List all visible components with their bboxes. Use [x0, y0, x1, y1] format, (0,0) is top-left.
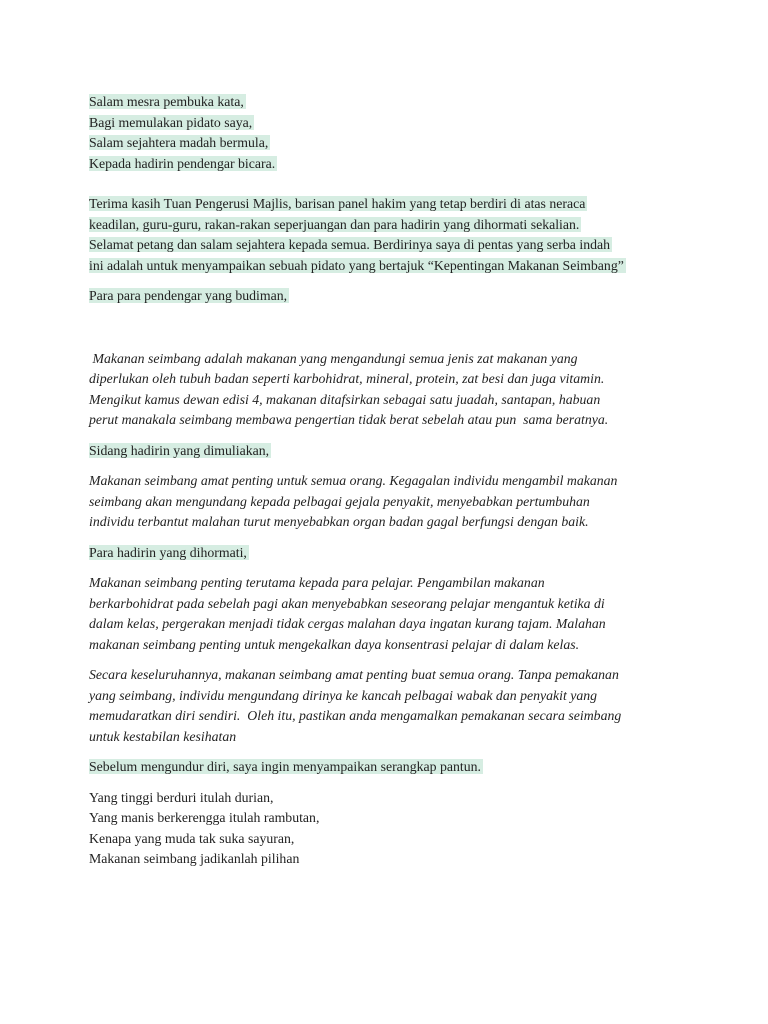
opening-pantun: [89, 92, 689, 174]
paragraph-line: untuk kestabilan kesihatan: [89, 728, 237, 744]
document-page: [89, 92, 689, 870]
greeting-line: Selamat petang dan salam sejahtera kepada semua. Berdirinya saya di pentas yang serba indah: [89, 237, 611, 252]
paragraph-line: memudaratkan diri sendiri. Oleh itu, pastikan anda mengamalkan pemakanan secara seimbang: [89, 708, 622, 723]
greeting-line: ini adalah untuk menyampaikan sebuah pidato yang bertajuk “Kepentingan Makanan Seimbang”: [89, 257, 624, 273]
paragraph-line: Makanan seimbang amat penting untuk semua orang. Kegagalan individu mengambil makanan: [89, 473, 618, 488]
closing-pantun-line: Yang manis berkerengga itulah rambutan,: [89, 810, 320, 825]
opening-pantun-line: Salam mesra pembuka kata,: [89, 94, 244, 109]
closing-pantun-line: Yang tinggi berduri itulah durian,: [89, 789, 274, 805]
paragraph-line: Secara keseluruhannya, makanan seimbang amat penting buat semua orang. Tanpa pemakanan: [89, 667, 619, 682]
address-line: Para hadirin yang dihormati,: [89, 544, 247, 560]
paragraph-line: diperlukan oleh tubuh badan seperti karbohidrat, mineral, protein, zat besi dan juga vitamin.: [89, 371, 605, 386]
address-1: [89, 286, 689, 307]
paragraph-definition: [89, 349, 689, 431]
address-3: [89, 543, 689, 564]
paragraph-line: perut manakala seimbang membawa pengertian tidak berat sebelah atau pun sama beratnya.: [89, 412, 609, 427]
paragraph-line: Makanan seimbang penting terutama kepada para pelajar. Pengambilan makanan: [89, 575, 545, 590]
paragraph-line: berkarbohidrat pada sebelah pagi akan menyebabkan seseorang pelajar mengantuk ketika di: [89, 595, 605, 611]
greeting-line: Terima kasih Tuan Pengerusi Majlis, barisan panel hakim yang tetap berdiri di atas neraca: [89, 196, 586, 211]
paragraph-line: individu terbantut malahan turut menyebabkan organ badan gagal berfungsi dengan baik.: [89, 514, 589, 529]
paragraph-students: [89, 573, 689, 655]
paragraph-line: yang seimbang, individu mengundang dirinya ke kancah pelbagai wabak dan penyakit yang: [89, 687, 598, 703]
opening-pantun-line: Bagi memulakan pidato saya,: [89, 114, 253, 130]
opening-pantun-line: Salam sejahtera madah bermula,: [89, 135, 269, 150]
paragraph-line: seimbang akan mengundang kepada pelbagai gejala penyakit, menyebabkan pertumbuhan: [89, 493, 590, 509]
paragraph-line: Mengikut kamus dewan edisi 4, makanan ditafsirkan sebagai satu juadah, santapan, habuan: [89, 391, 601, 407]
paragraph-line: makanan seimbang penting untuk mengekalkan daya konsentrasi pelajar di dalam kelas.: [89, 636, 580, 652]
address-2: [89, 441, 689, 462]
closing-intro-line: Sebelum mengundur diri, saya ingin menyampaikan serangkap pantun.: [89, 759, 481, 774]
closing-pantun-line: Makanan seimbang jadikanlah pilihan: [89, 851, 300, 866]
closing-intro: [89, 757, 689, 778]
paragraph-line: Makanan seimbang adalah makanan yang mengandungi semua jenis zat makanan yang: [89, 350, 578, 366]
opening-pantun-line: Kepada hadirin pendengar bicara.: [89, 155, 276, 171]
greeting-paragraph: [89, 194, 689, 276]
paragraph-line: dalam kelas, pergerakan menjadi tidak cergas malahan daya ingatan kurang tajam. Malahan: [89, 616, 606, 631]
closing-pantun-line: Kenapa yang muda tak suka sayuran,: [89, 830, 295, 846]
greeting-line: keadilan, guru-guru, rakan-rakan seperjuangan dan para hadirin yang dihormati sekalian.: [89, 216, 580, 232]
paragraph-importance: [89, 471, 689, 533]
paragraph-conclusion: [89, 665, 689, 747]
address-line: Sidang hadirin yang dimuliakan,: [89, 442, 270, 458]
address-line: Para para pendengar yang budiman,: [89, 288, 288, 303]
closing-pantun: [89, 788, 689, 870]
